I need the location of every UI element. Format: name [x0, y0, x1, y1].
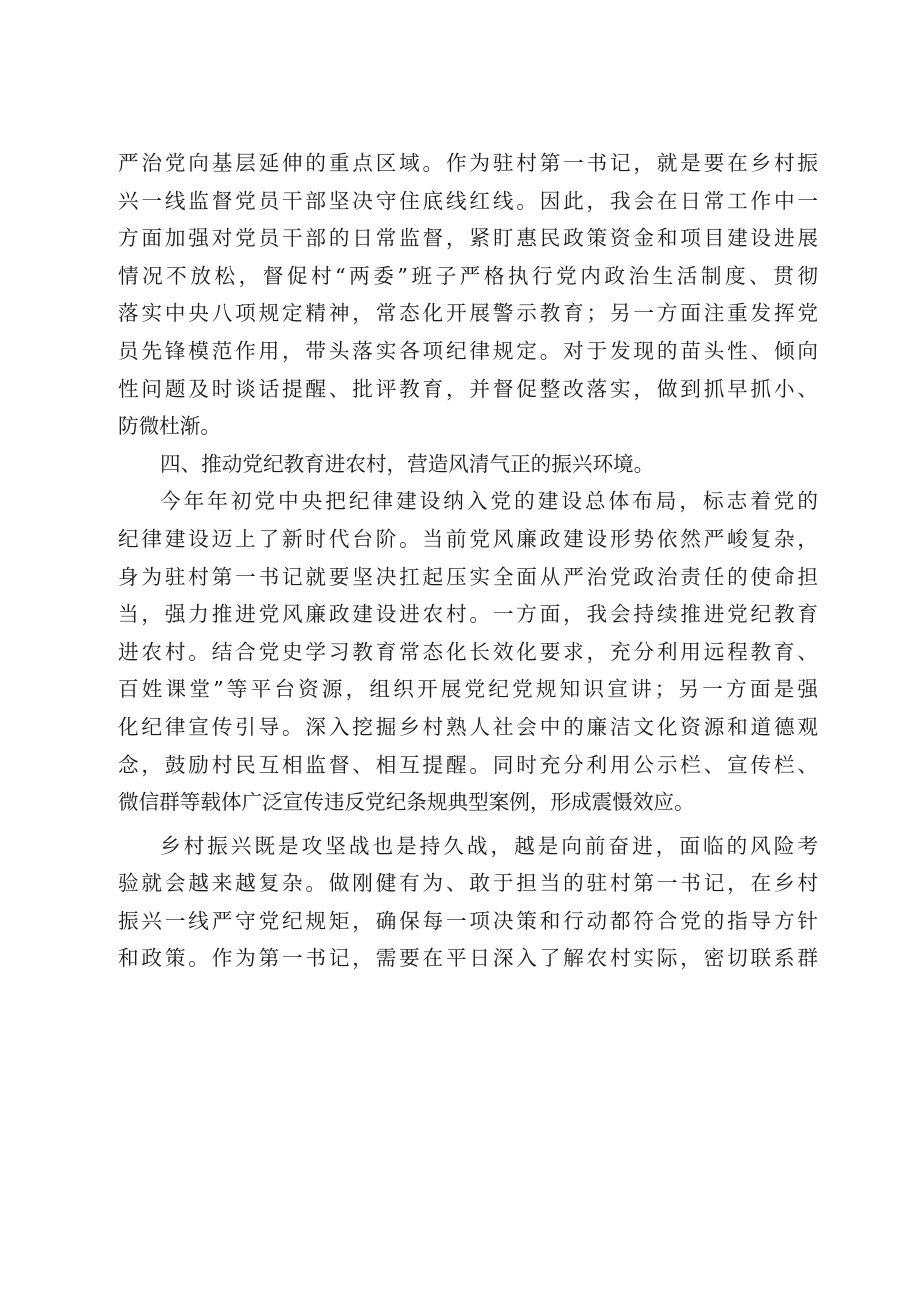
text-line: 乡村振兴既是攻坚战也是持久战，越是向前奋进，面临的风险考 — [160, 833, 818, 858]
text-line: 员先锋模范作用，带头落实各项纪律规定。对于发现的苗头性、倾向 — [118, 338, 818, 363]
text-line: 微信群等载体广泛宣传违反党纪条规典型案例，形成震慑效应。 — [118, 790, 695, 815]
text-line: 纪律建设迈上了新时代台阶。当前党风廉政建设形势依然严峻复杂， — [118, 526, 818, 551]
text-line: 振兴一线严守党纪规矩，确保每一项决策和行动都符合党的指导方针 — [118, 908, 818, 933]
text-line: 方面加强对党员干部的日常监督，紧盯惠民政策资金和项目建设进展 — [118, 226, 818, 251]
text-line: 今年年初党中央把纪律建设纳入党的建设总体布局，标志着党的 — [160, 489, 818, 514]
text-line: 进农村。结合党史学习教育常态化长效化要求，充分利用远程教育、 — [118, 639, 818, 664]
paragraph — [118, 828, 818, 978]
text-line: 情况不放松，督促村“两委”班子严格执行党内政治生活制度、贯彻 — [118, 263, 818, 288]
text-line: 念，鼓励村民互相监督、相互提醒。同时充分利用公示栏、宣传栏、 — [118, 752, 818, 777]
text-line: 性问题及时谈话提醒、批评教育，并督促整改落实，做到抓早抓小、 — [118, 376, 818, 401]
section-heading-text: 四、推动党纪教育进农村，营造风清气正的振兴环境。 — [160, 451, 655, 476]
text-line: 严治党向基层延伸的重点区域。作为驻村第一书记，就是要在乡村振 — [118, 151, 818, 175]
text-line: 验就会越来越复杂。做刚健有为、敢于担当的驻村第一书记，在乡村 — [118, 871, 818, 896]
document-body — [118, 145, 818, 978]
text-line: 身为驻村第一书记就要坚决扛起压实全面从严治党政治责任的使命担 — [118, 564, 818, 589]
text-line: 防微杜渐。 — [118, 414, 221, 439]
section-heading — [118, 446, 818, 484]
paragraph — [118, 145, 818, 446]
text-line: 化纪律宣传引导。深入挖掘乡村熟人社会中的廉洁文化资源和道德观 — [118, 714, 818, 739]
text-line: 百姓课堂”等平台资源，组织开展党纪党规知识宣讲；另一方面是强 — [118, 677, 818, 702]
text-line: 和政策。作为第一书记，需要在平日深入了解农村实际，密切联系群 — [118, 946, 818, 971]
text-line: 当，强力推进党风廉政建设进农村。一方面，我会持续推进党纪教育 — [118, 602, 818, 627]
paragraph — [118, 483, 818, 821]
text-line: 落实中央八项规定精神，常态化开展警示教育；另一方面注重发挥党 — [118, 301, 818, 326]
text-line: 兴一线监督党员干部坚决守住底线红线。因此，我会在日常工作中一 — [118, 188, 818, 213]
